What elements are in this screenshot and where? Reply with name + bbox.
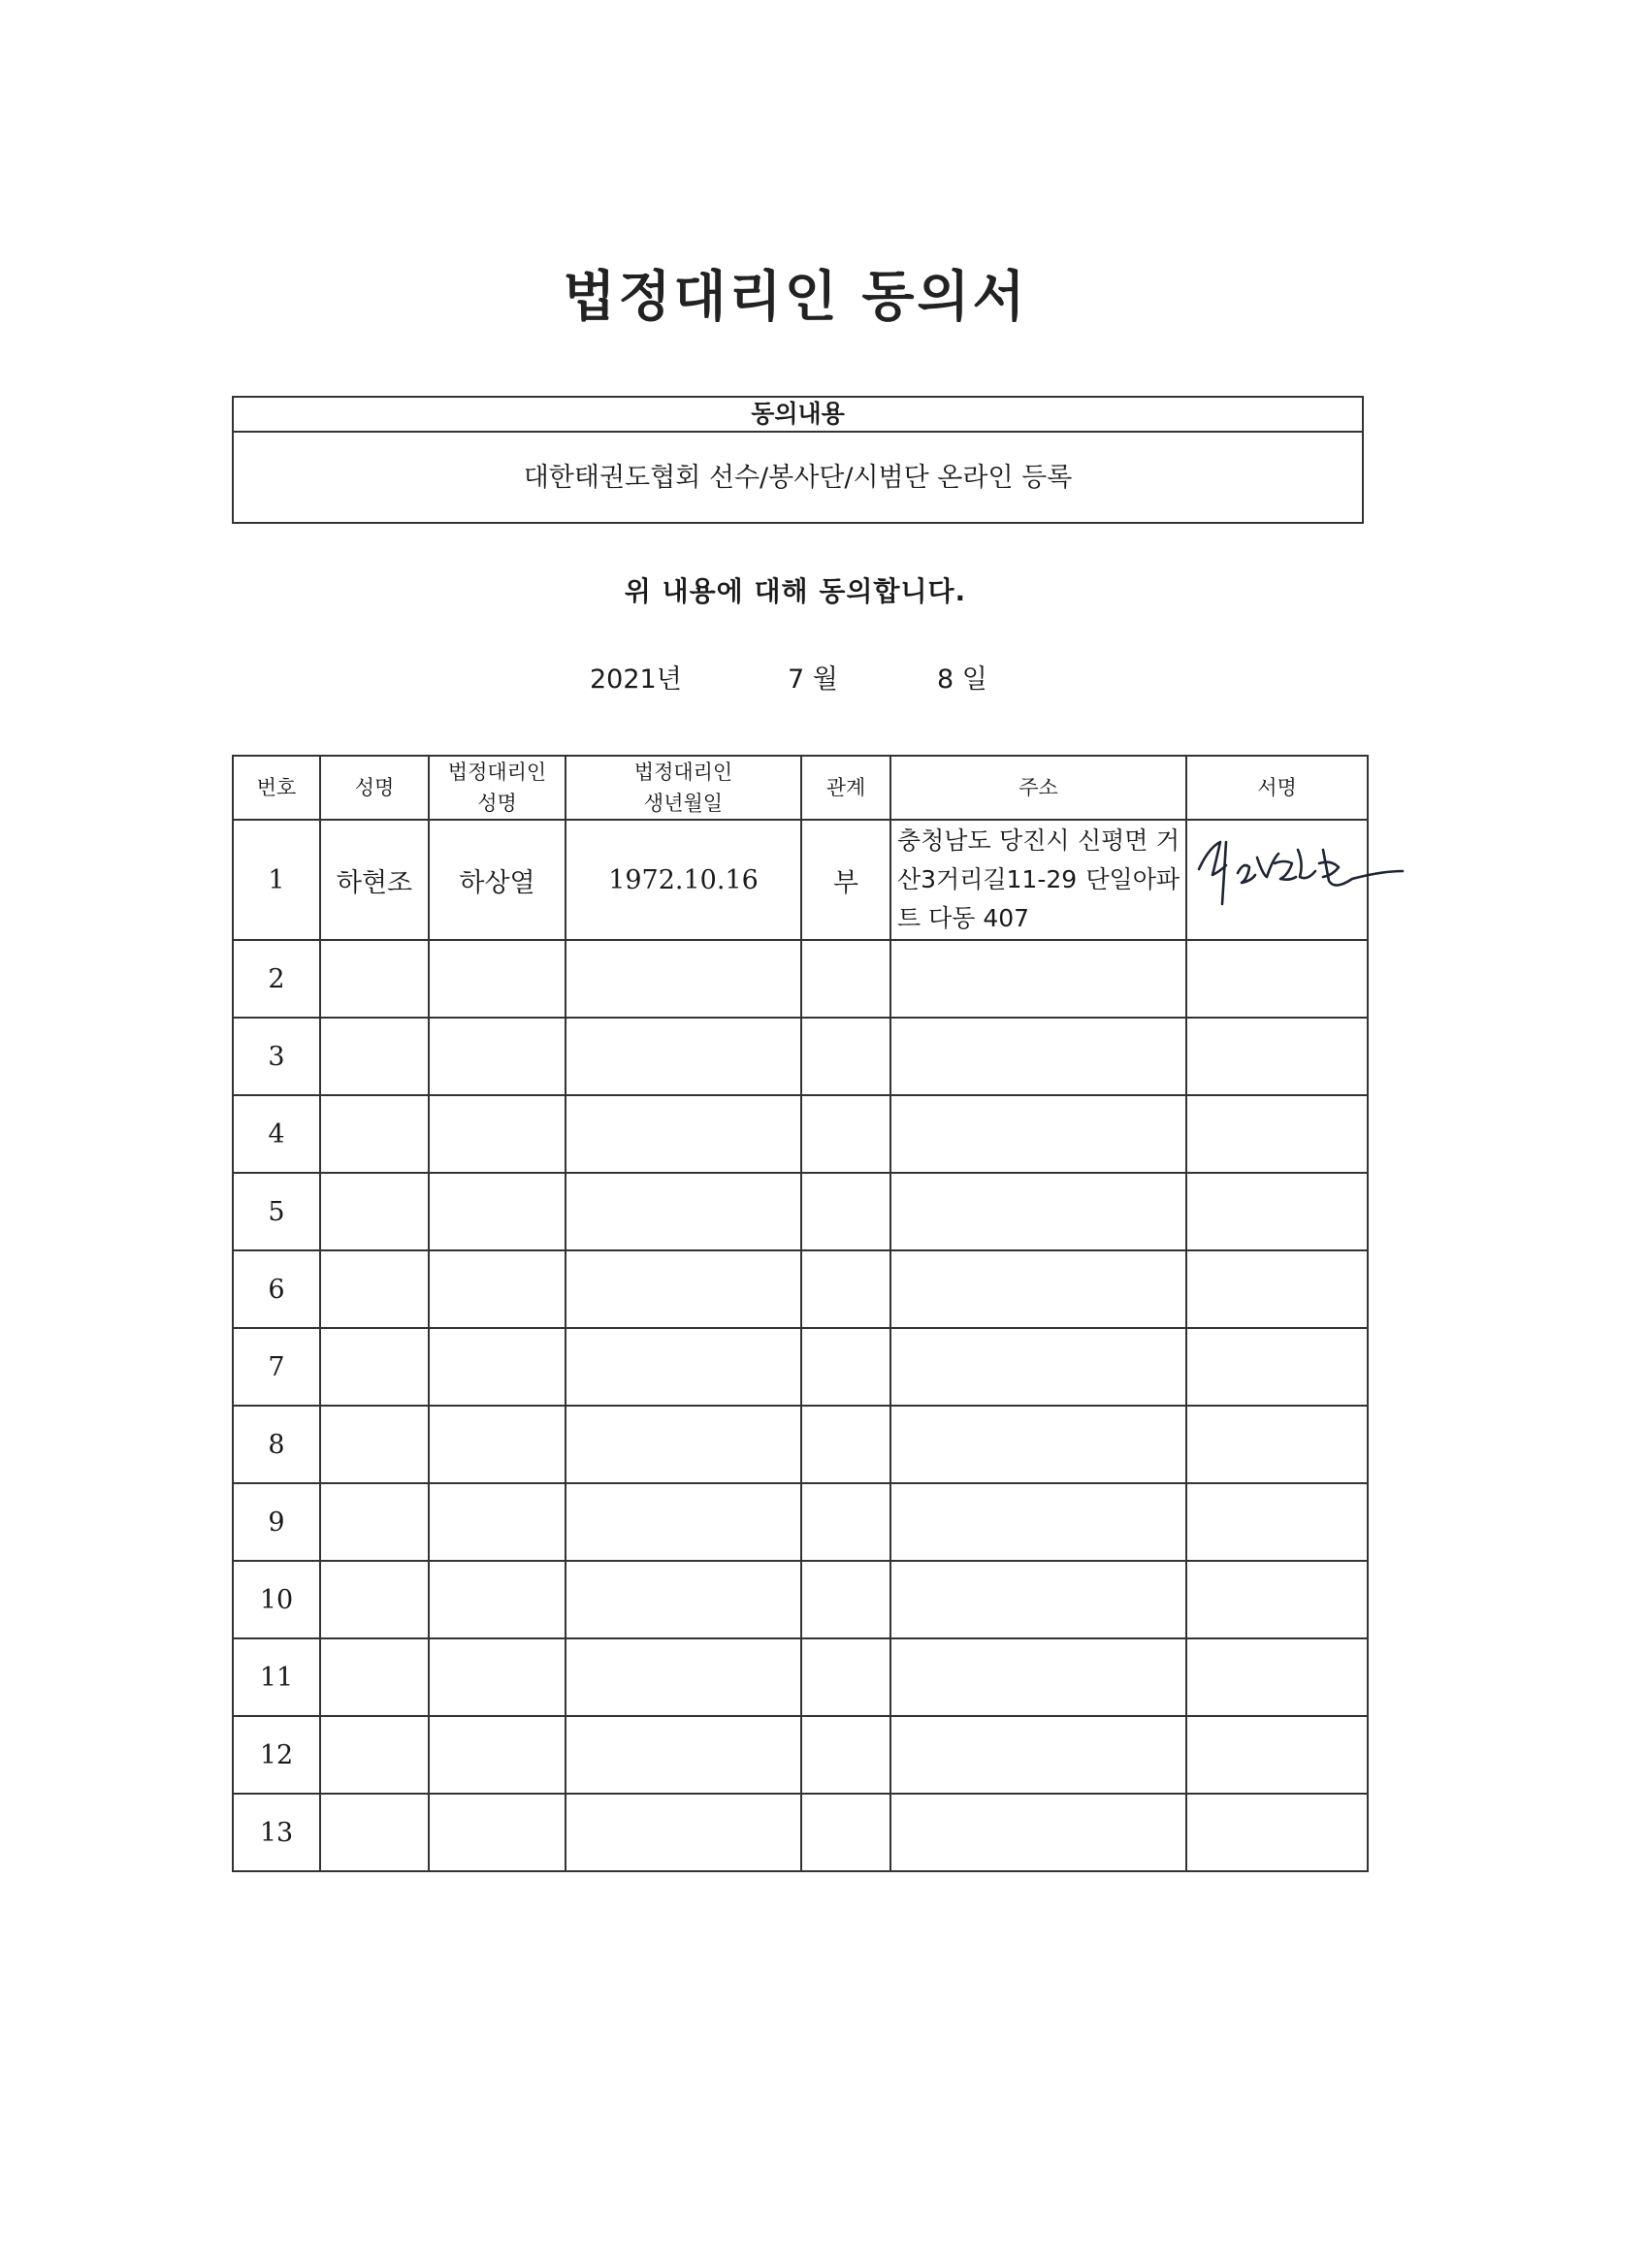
handwritten-signature bbox=[1187, 821, 1367, 939]
row-name bbox=[320, 1406, 429, 1483]
table-row bbox=[233, 940, 1368, 1018]
table-row bbox=[233, 1638, 1368, 1716]
header-relation: 관계 bbox=[801, 756, 890, 820]
row-relation bbox=[801, 1173, 890, 1250]
row-rep-birth bbox=[566, 1406, 801, 1483]
row-address bbox=[890, 1173, 1186, 1250]
table-row bbox=[233, 820, 1368, 940]
table-row bbox=[233, 1716, 1368, 1794]
row-no: 1 bbox=[233, 820, 320, 940]
header-rep-name-line2: 성명 bbox=[477, 792, 517, 815]
header-address: 주소 bbox=[890, 756, 1186, 820]
row-rep-birth bbox=[566, 1018, 801, 1095]
row-no: 13 bbox=[233, 1794, 320, 1871]
row-rep-name: 하상열 bbox=[429, 820, 566, 940]
row-rep-name bbox=[429, 1406, 566, 1483]
row-rep-name bbox=[429, 1794, 566, 1871]
agreement-statement: 위 내용에 대해 동의합니다. bbox=[624, 575, 967, 607]
row-no: 2 bbox=[233, 940, 320, 1018]
table-row bbox=[233, 1328, 1368, 1406]
row-address bbox=[890, 1716, 1186, 1794]
date-day: 8 일 bbox=[937, 664, 987, 695]
row-rep-name bbox=[429, 1716, 566, 1794]
table-row bbox=[233, 1561, 1368, 1638]
row-relation bbox=[801, 1328, 890, 1406]
table-row bbox=[233, 1483, 1368, 1561]
row-relation bbox=[801, 1638, 890, 1716]
row-signature bbox=[1186, 1483, 1368, 1561]
row-relation bbox=[801, 1095, 890, 1173]
row-name bbox=[320, 1173, 429, 1250]
row-signature bbox=[1186, 1173, 1368, 1250]
row-address bbox=[890, 1250, 1186, 1328]
table-row bbox=[233, 1794, 1368, 1871]
row-name bbox=[320, 940, 429, 1018]
header-signature: 서명 bbox=[1186, 756, 1368, 820]
row-signature bbox=[1186, 1794, 1368, 1871]
header-rep-name bbox=[429, 756, 566, 820]
row-rep-birth bbox=[566, 1638, 801, 1716]
row-address bbox=[890, 1561, 1186, 1638]
row-rep-birth bbox=[566, 1483, 801, 1561]
row-signature bbox=[1186, 820, 1368, 940]
row-address bbox=[890, 1095, 1186, 1173]
row-relation bbox=[801, 1561, 890, 1638]
row-no: 5 bbox=[233, 1173, 320, 1250]
row-signature bbox=[1186, 1250, 1368, 1328]
row-name bbox=[320, 1716, 429, 1794]
row-no: 4 bbox=[233, 1095, 320, 1173]
row-name bbox=[320, 1250, 429, 1328]
table-row bbox=[233, 1250, 1368, 1328]
row-signature bbox=[1186, 1095, 1368, 1173]
row-no: 12 bbox=[233, 1716, 320, 1794]
row-name: 하현조 bbox=[320, 820, 429, 940]
row-no: 10 bbox=[233, 1561, 320, 1638]
row-rep-name bbox=[429, 1638, 566, 1716]
row-address bbox=[890, 1483, 1186, 1561]
row-address bbox=[890, 1794, 1186, 1871]
row-rep-birth bbox=[566, 940, 801, 1018]
row-rep-birth bbox=[566, 1794, 801, 1871]
row-address bbox=[890, 1406, 1186, 1483]
row-address bbox=[890, 1328, 1186, 1406]
row-signature bbox=[1186, 1561, 1368, 1638]
row-address bbox=[890, 1018, 1186, 1095]
header-rep-birth bbox=[566, 756, 801, 820]
page-title: 법정대리인 동의서 bbox=[563, 266, 1028, 329]
row-no: 9 bbox=[233, 1483, 320, 1561]
row-rep-name bbox=[429, 1173, 566, 1250]
row-relation bbox=[801, 1018, 890, 1095]
row-relation: 부 bbox=[801, 820, 890, 940]
row-signature bbox=[1186, 940, 1368, 1018]
consent-box bbox=[232, 396, 1364, 524]
table-header-row bbox=[233, 756, 1368, 820]
row-rep-name bbox=[429, 1483, 566, 1561]
consent-content: 대한태권도협회 선수/봉사단/시범단 온라인 등록 bbox=[523, 463, 1073, 493]
row-signature bbox=[1186, 1018, 1368, 1095]
header-rep-birth-line1: 법정대리인 bbox=[633, 761, 733, 784]
row-rep-name bbox=[429, 940, 566, 1018]
header-rep-birth-line2: 생년월일 bbox=[643, 792, 724, 815]
row-address bbox=[890, 940, 1186, 1018]
row-no: 8 bbox=[233, 1406, 320, 1483]
header-name: 성명 bbox=[320, 756, 429, 820]
row-name bbox=[320, 1794, 429, 1871]
table-row bbox=[233, 1173, 1368, 1250]
row-no: 7 bbox=[233, 1328, 320, 1406]
row-relation bbox=[801, 1250, 890, 1328]
row-address: 충청남도 당진시 신평면 거산3거리길11-29 단일아파트 다동 407 bbox=[890, 820, 1186, 940]
row-name bbox=[320, 1328, 429, 1406]
row-relation bbox=[801, 1483, 890, 1561]
row-rep-birth bbox=[566, 1716, 801, 1794]
header-no: 번호 bbox=[233, 756, 320, 820]
table-row bbox=[233, 1018, 1368, 1095]
row-address bbox=[890, 1638, 1186, 1716]
row-no: 3 bbox=[233, 1018, 320, 1095]
table-row bbox=[233, 1406, 1368, 1483]
row-rep-birth bbox=[566, 1561, 801, 1638]
row-rep-name bbox=[429, 1250, 566, 1328]
row-no: 6 bbox=[233, 1250, 320, 1328]
row-relation bbox=[801, 1406, 890, 1483]
row-signature bbox=[1186, 1638, 1368, 1716]
row-rep-name bbox=[429, 1328, 566, 1406]
row-rep-name bbox=[429, 1561, 566, 1638]
row-rep-birth bbox=[566, 1328, 801, 1406]
row-rep-birth: 1972.10.16 bbox=[566, 820, 801, 940]
row-name bbox=[320, 1018, 429, 1095]
row-no: 11 bbox=[233, 1638, 320, 1716]
row-name bbox=[320, 1561, 429, 1638]
row-name bbox=[320, 1095, 429, 1173]
row-rep-birth bbox=[566, 1173, 801, 1250]
row-relation bbox=[801, 940, 890, 1018]
row-rep-name bbox=[429, 1095, 566, 1173]
table-row bbox=[233, 1095, 1368, 1173]
date-year: 2021년 bbox=[590, 664, 682, 695]
row-signature bbox=[1186, 1406, 1368, 1483]
row-rep-birth bbox=[566, 1250, 801, 1328]
row-relation bbox=[801, 1794, 890, 1871]
row-relation bbox=[801, 1716, 890, 1794]
row-signature bbox=[1186, 1328, 1368, 1406]
date-month: 7 월 bbox=[788, 664, 838, 695]
row-signature bbox=[1186, 1716, 1368, 1794]
representative-table bbox=[232, 755, 1369, 1872]
row-rep-name bbox=[429, 1018, 566, 1095]
row-rep-birth bbox=[566, 1095, 801, 1173]
consent-header: 동의내용 bbox=[234, 398, 1362, 433]
header-rep-name-line1: 법정대리인 bbox=[447, 761, 547, 784]
row-name bbox=[320, 1483, 429, 1561]
row-name bbox=[320, 1638, 429, 1716]
